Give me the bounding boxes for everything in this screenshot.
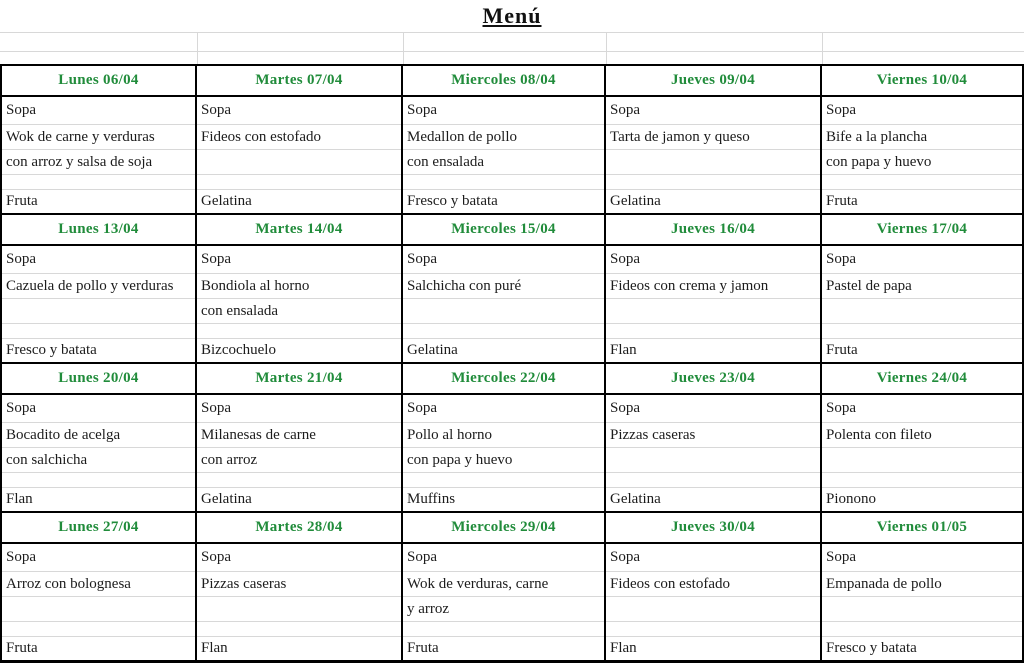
day-header-jueves: Jueves 30/04	[606, 513, 822, 542]
soup-cell: Sopa	[403, 246, 604, 274]
main-dish-cell: Cazuela de pollo y verduras	[2, 274, 195, 299]
day-column	[2, 544, 197, 660]
week-block-2	[0, 213, 1024, 362]
soup-cell: Sopa	[403, 544, 604, 572]
day-column	[606, 544, 822, 660]
soup-cell: Sopa	[606, 544, 820, 572]
main-dish-cell: Medallon de pollo	[403, 125, 604, 150]
day-header-lunes: Lunes 27/04	[2, 513, 197, 542]
day-header-martes: Martes 07/04	[197, 66, 403, 95]
spacer-cell	[2, 622, 195, 637]
main-dish-cell: Salchicha con puré	[403, 274, 604, 299]
side-dish-cell	[606, 597, 820, 622]
day-column	[197, 395, 403, 511]
day-column	[403, 97, 606, 213]
day-column	[197, 97, 403, 213]
dessert-cell: Gelatina	[610, 491, 661, 507]
day-column	[822, 246, 1024, 362]
day-header-miercoles: Miercoles 08/04	[403, 66, 606, 95]
main-dish-cell: Fideos con estofado	[606, 572, 820, 597]
spacer-cell	[197, 324, 401, 339]
soup-cell: Sopa	[822, 395, 1022, 423]
day-column	[403, 395, 606, 511]
spacer-cell	[403, 324, 604, 339]
main-dish-cell: Fideos con crema y jamon	[606, 274, 820, 299]
side-dish-cell: con papa y huevo	[822, 150, 1022, 175]
side-dish-cell	[2, 597, 195, 622]
gridline	[822, 32, 823, 64]
day-header-jueves: Jueves 23/04	[606, 364, 822, 393]
spacer-cell	[2, 324, 195, 339]
dessert-cell: Gelatina	[201, 193, 252, 209]
main-dish-cell: Arroz con bolognesa	[2, 572, 195, 597]
week-block-1	[0, 64, 1024, 213]
empty-row	[0, 32, 1024, 51]
day-header-viernes: Viernes 10/04	[822, 66, 1024, 95]
soup-cell: Sopa	[197, 395, 401, 423]
side-dish-cell: con ensalada	[197, 299, 401, 324]
day-header-miercoles: Miercoles 15/04	[403, 215, 606, 244]
day-header-lunes: Lunes 20/04	[2, 364, 197, 393]
day-header-martes: Martes 14/04	[197, 215, 403, 244]
day-header-row	[0, 66, 1024, 97]
soup-cell: Sopa	[197, 246, 401, 274]
day-body-row	[0, 395, 1024, 511]
day-column	[2, 97, 197, 213]
main-dish-cell: Tarta de jamon y queso	[606, 125, 820, 150]
main-dish-cell: Milanesas de carne	[197, 423, 401, 448]
soup-cell: Sopa	[197, 97, 401, 125]
day-header-viernes: Viernes 17/04	[822, 215, 1024, 244]
main-dish-cell: Pizzas caseras	[606, 423, 820, 448]
day-header-lunes: Lunes 06/04	[2, 66, 197, 95]
side-dish-cell	[822, 448, 1022, 473]
spacer-cell	[606, 473, 820, 488]
dessert-cell: Fruta	[407, 640, 439, 656]
week-block-4	[0, 511, 1024, 660]
dessert-cell: Fresco y batata	[407, 193, 498, 209]
side-dish-cell	[606, 150, 820, 175]
spacer-cell	[403, 175, 604, 190]
soup-cell: Sopa	[822, 246, 1022, 274]
empty-row	[0, 51, 1024, 66]
day-column	[606, 97, 822, 213]
main-dish-cell: Polenta con fileto	[822, 423, 1022, 448]
soup-cell: Sopa	[822, 544, 1022, 572]
soup-cell: Sopa	[606, 395, 820, 423]
day-header-jueves: Jueves 16/04	[606, 215, 822, 244]
day-column	[2, 395, 197, 511]
spacer-cell	[822, 622, 1022, 637]
day-column	[2, 246, 197, 362]
side-dish-cell	[197, 150, 401, 175]
gridline	[197, 32, 198, 64]
day-body-row	[0, 97, 1024, 213]
main-dish-cell: Bocadito de acelga	[2, 423, 195, 448]
soup-cell: Sopa	[403, 395, 604, 423]
side-dish-cell: con papa y huevo	[403, 448, 604, 473]
day-header-martes: Martes 28/04	[197, 513, 403, 542]
menu-table	[0, 64, 1024, 663]
day-column	[606, 246, 822, 362]
dessert-cell: Flan	[201, 640, 228, 656]
spacer-cell	[822, 175, 1022, 190]
spacer-cell	[606, 324, 820, 339]
page-title: Menú	[482, 3, 542, 28]
main-dish-cell: Pastel de papa	[822, 274, 1022, 299]
spacer-cell	[197, 622, 401, 637]
side-dish-cell	[197, 597, 401, 622]
spacer-cell	[403, 622, 604, 637]
day-header-viernes: Viernes 24/04	[822, 364, 1024, 393]
main-dish-cell: Wok de verduras, carne	[403, 572, 604, 597]
day-header-row	[0, 513, 1024, 544]
dessert-cell: Gelatina	[407, 342, 458, 358]
spacer-cell	[197, 175, 401, 190]
day-header-row	[0, 215, 1024, 246]
dessert-cell: Fruta	[826, 342, 858, 358]
main-dish-cell: Wok de carne y verduras	[2, 125, 195, 150]
soup-cell: Sopa	[2, 246, 195, 274]
day-header-row	[0, 364, 1024, 395]
day-column	[403, 246, 606, 362]
title-row	[0, 0, 1024, 32]
side-dish-cell	[822, 299, 1022, 324]
dessert-cell: Pionono	[826, 491, 877, 507]
main-dish-cell: Pizzas caseras	[197, 572, 401, 597]
soup-cell: Sopa	[606, 97, 820, 125]
spacer-cell	[822, 324, 1022, 339]
spacer-cell	[403, 473, 604, 488]
dessert-cell: Gelatina	[610, 193, 661, 209]
soup-cell: Sopa	[403, 97, 604, 125]
soup-cell: Sopa	[2, 395, 195, 423]
day-header-miercoles: Miercoles 29/04	[403, 513, 606, 542]
soup-cell: Sopa	[2, 544, 195, 572]
dessert-cell: Fruta	[6, 640, 38, 656]
day-column	[822, 97, 1024, 213]
empty-spreadsheet-rows	[0, 32, 1024, 64]
week-block-3	[0, 362, 1024, 511]
dessert-cell: Muffins	[407, 491, 456, 507]
main-dish-cell: Fideos con estofado	[197, 125, 401, 150]
day-column	[403, 544, 606, 660]
spacer-cell	[822, 473, 1022, 488]
side-dish-cell: con salchicha	[2, 448, 195, 473]
spacer-cell	[2, 175, 195, 190]
dessert-cell: Fresco y batata	[826, 640, 917, 656]
day-header-miercoles: Miercoles 22/04	[403, 364, 606, 393]
dessert-cell: Bizcochuelo	[201, 342, 276, 358]
dessert-cell: Fresco y batata	[6, 342, 97, 358]
day-column	[197, 246, 403, 362]
dessert-cell: Gelatina	[201, 491, 252, 507]
dessert-cell: Flan	[610, 342, 637, 358]
side-dish-cell: y arroz	[403, 597, 604, 622]
day-column	[197, 544, 403, 660]
side-dish-cell	[822, 597, 1022, 622]
gridline	[606, 32, 607, 64]
main-dish-cell: Pollo al horno	[403, 423, 604, 448]
day-column	[822, 544, 1024, 660]
main-dish-cell: Empanada de pollo	[822, 572, 1022, 597]
spacer-cell	[2, 473, 195, 488]
soup-cell: Sopa	[606, 246, 820, 274]
spacer-cell	[606, 622, 820, 637]
side-dish-cell	[403, 299, 604, 324]
spacer-cell	[197, 473, 401, 488]
day-header-martes: Martes 21/04	[197, 364, 403, 393]
side-dish-cell: con arroz y salsa de soja	[2, 150, 195, 175]
side-dish-cell	[606, 299, 820, 324]
spacer-cell	[606, 175, 820, 190]
dessert-cell: Flan	[610, 640, 637, 656]
side-dish-cell	[2, 299, 195, 324]
soup-cell: Sopa	[2, 97, 195, 125]
side-dish-cell: con ensalada	[403, 150, 604, 175]
dessert-cell: Fruta	[6, 193, 38, 209]
side-dish-cell	[606, 448, 820, 473]
day-column	[606, 395, 822, 511]
day-column	[822, 395, 1024, 511]
soup-cell: Sopa	[197, 544, 401, 572]
main-dish-cell: Bife a la plancha	[822, 125, 1022, 150]
dessert-cell: Fruta	[826, 193, 858, 209]
day-body-row	[0, 544, 1024, 660]
dessert-cell: Flan	[6, 491, 33, 507]
main-dish-cell: Bondiola al horno	[197, 274, 401, 299]
day-header-jueves: Jueves 09/04	[606, 66, 822, 95]
day-header-lunes: Lunes 13/04	[2, 215, 197, 244]
side-dish-cell: con arroz	[197, 448, 401, 473]
gridline	[403, 32, 404, 64]
day-header-viernes: Viernes 01/05	[822, 513, 1024, 542]
day-body-row	[0, 246, 1024, 362]
soup-cell: Sopa	[822, 97, 1022, 125]
